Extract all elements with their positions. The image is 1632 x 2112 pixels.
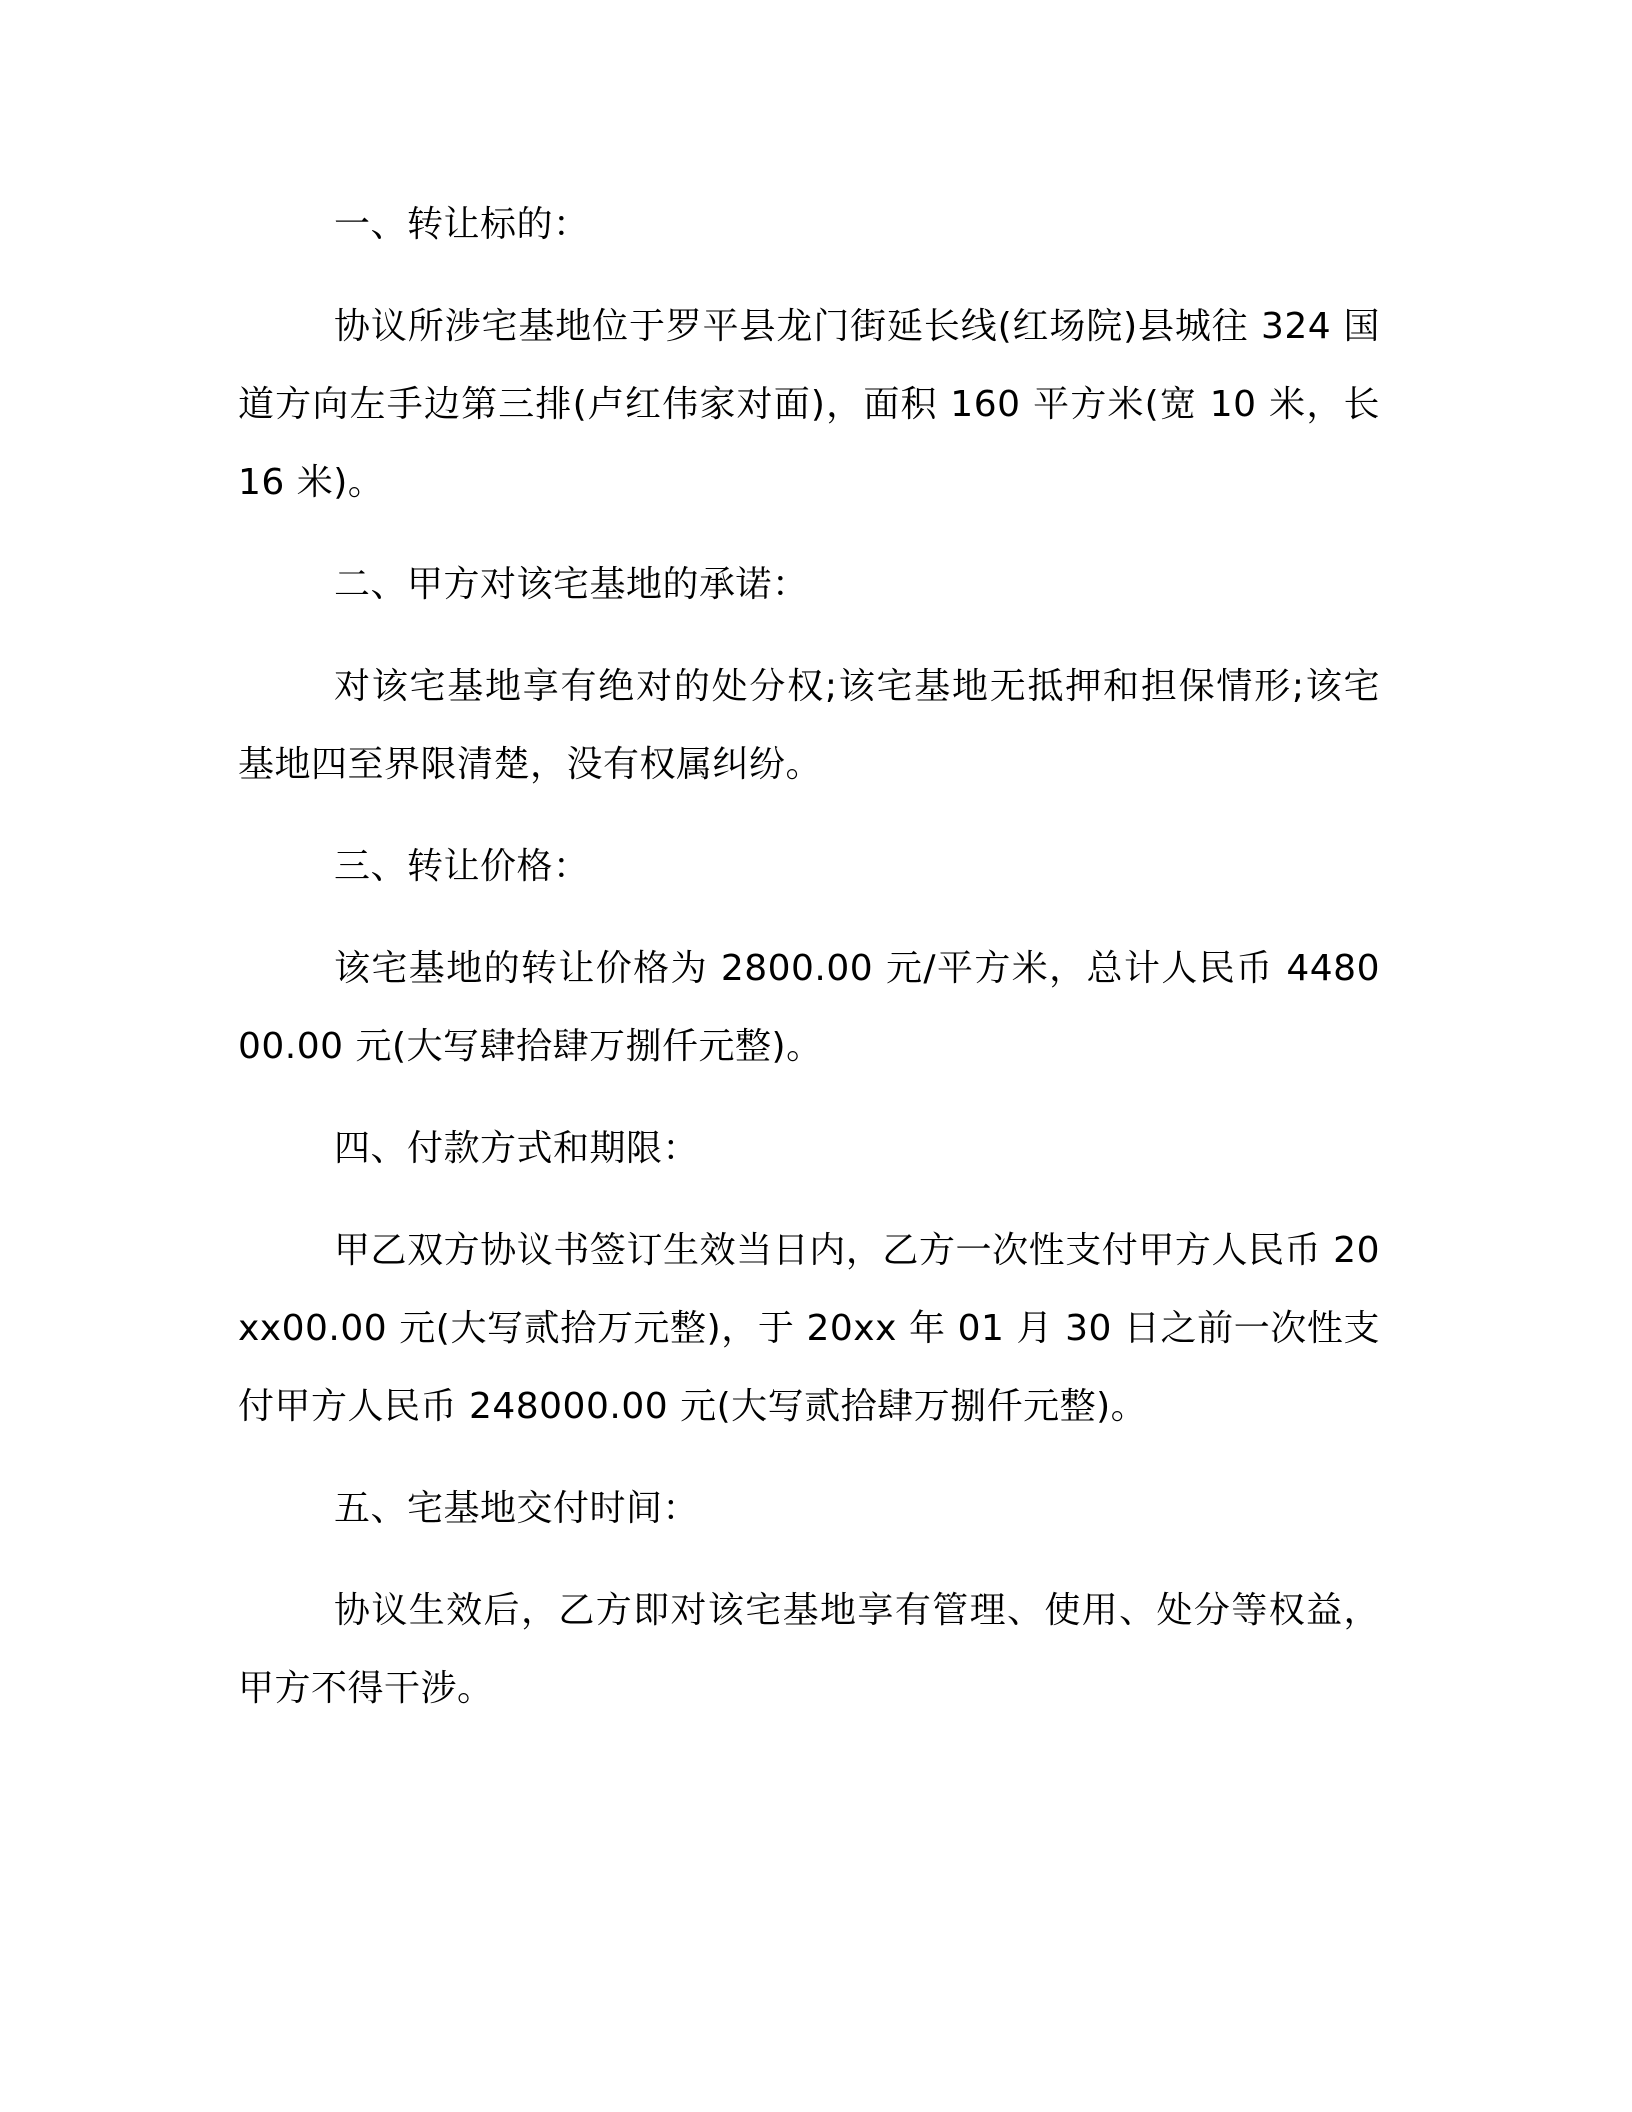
section-body-party-a-commitment: 对该宅基地享有绝对的处分权;该宅基地无抵押和担保情形;该宅基地四至界限清楚，没有权属纠纷。 [238, 666, 1380, 785]
section-body-delivery-time: 协议生效后，乙方即对该宅基地享有管理、使用、处分等权益，甲方不得干涉。 [238, 1590, 1380, 1709]
section-heading-transfer-price: 三、转让价格： [334, 846, 590, 887]
section-heading-payment-terms: 四、付款方式和期限： [334, 1128, 700, 1169]
section-body-payment-terms: 甲乙双方协议书签订生效当日内，乙方一次性支付甲方人民币 20xx00.00 元(大写贰拾万元整)，于 20xx 年 01 月 30 日之前一次性支付甲方人民币 248000.00 元(大写贰拾肆万捌仟元整)。 [238, 1230, 1380, 1427]
document-content [238, 186, 1380, 1752]
section-body-transfer-price: 该宅基地的转让价格为 2800.00 元/平方米，总计人民币 448000.00 元(大写肆拾肆万捌仟元整)。 [238, 948, 1380, 1067]
section-heading-transfer-subject: 一、转让标的： [334, 204, 590, 245]
section-heading-delivery-time: 五、宅基地交付时间： [334, 1488, 700, 1529]
section-heading-party-a-commitment: 二、甲方对该宅基地的承诺： [334, 564, 809, 605]
section-body-transfer-subject: 协议所涉宅基地位于罗平县龙门街延长线(红场院)县城往 324 国道方向左手边第三排(卢红伟家对面)，面积 160 平方米(宽 10 米，长 16 米)。 [238, 306, 1380, 503]
